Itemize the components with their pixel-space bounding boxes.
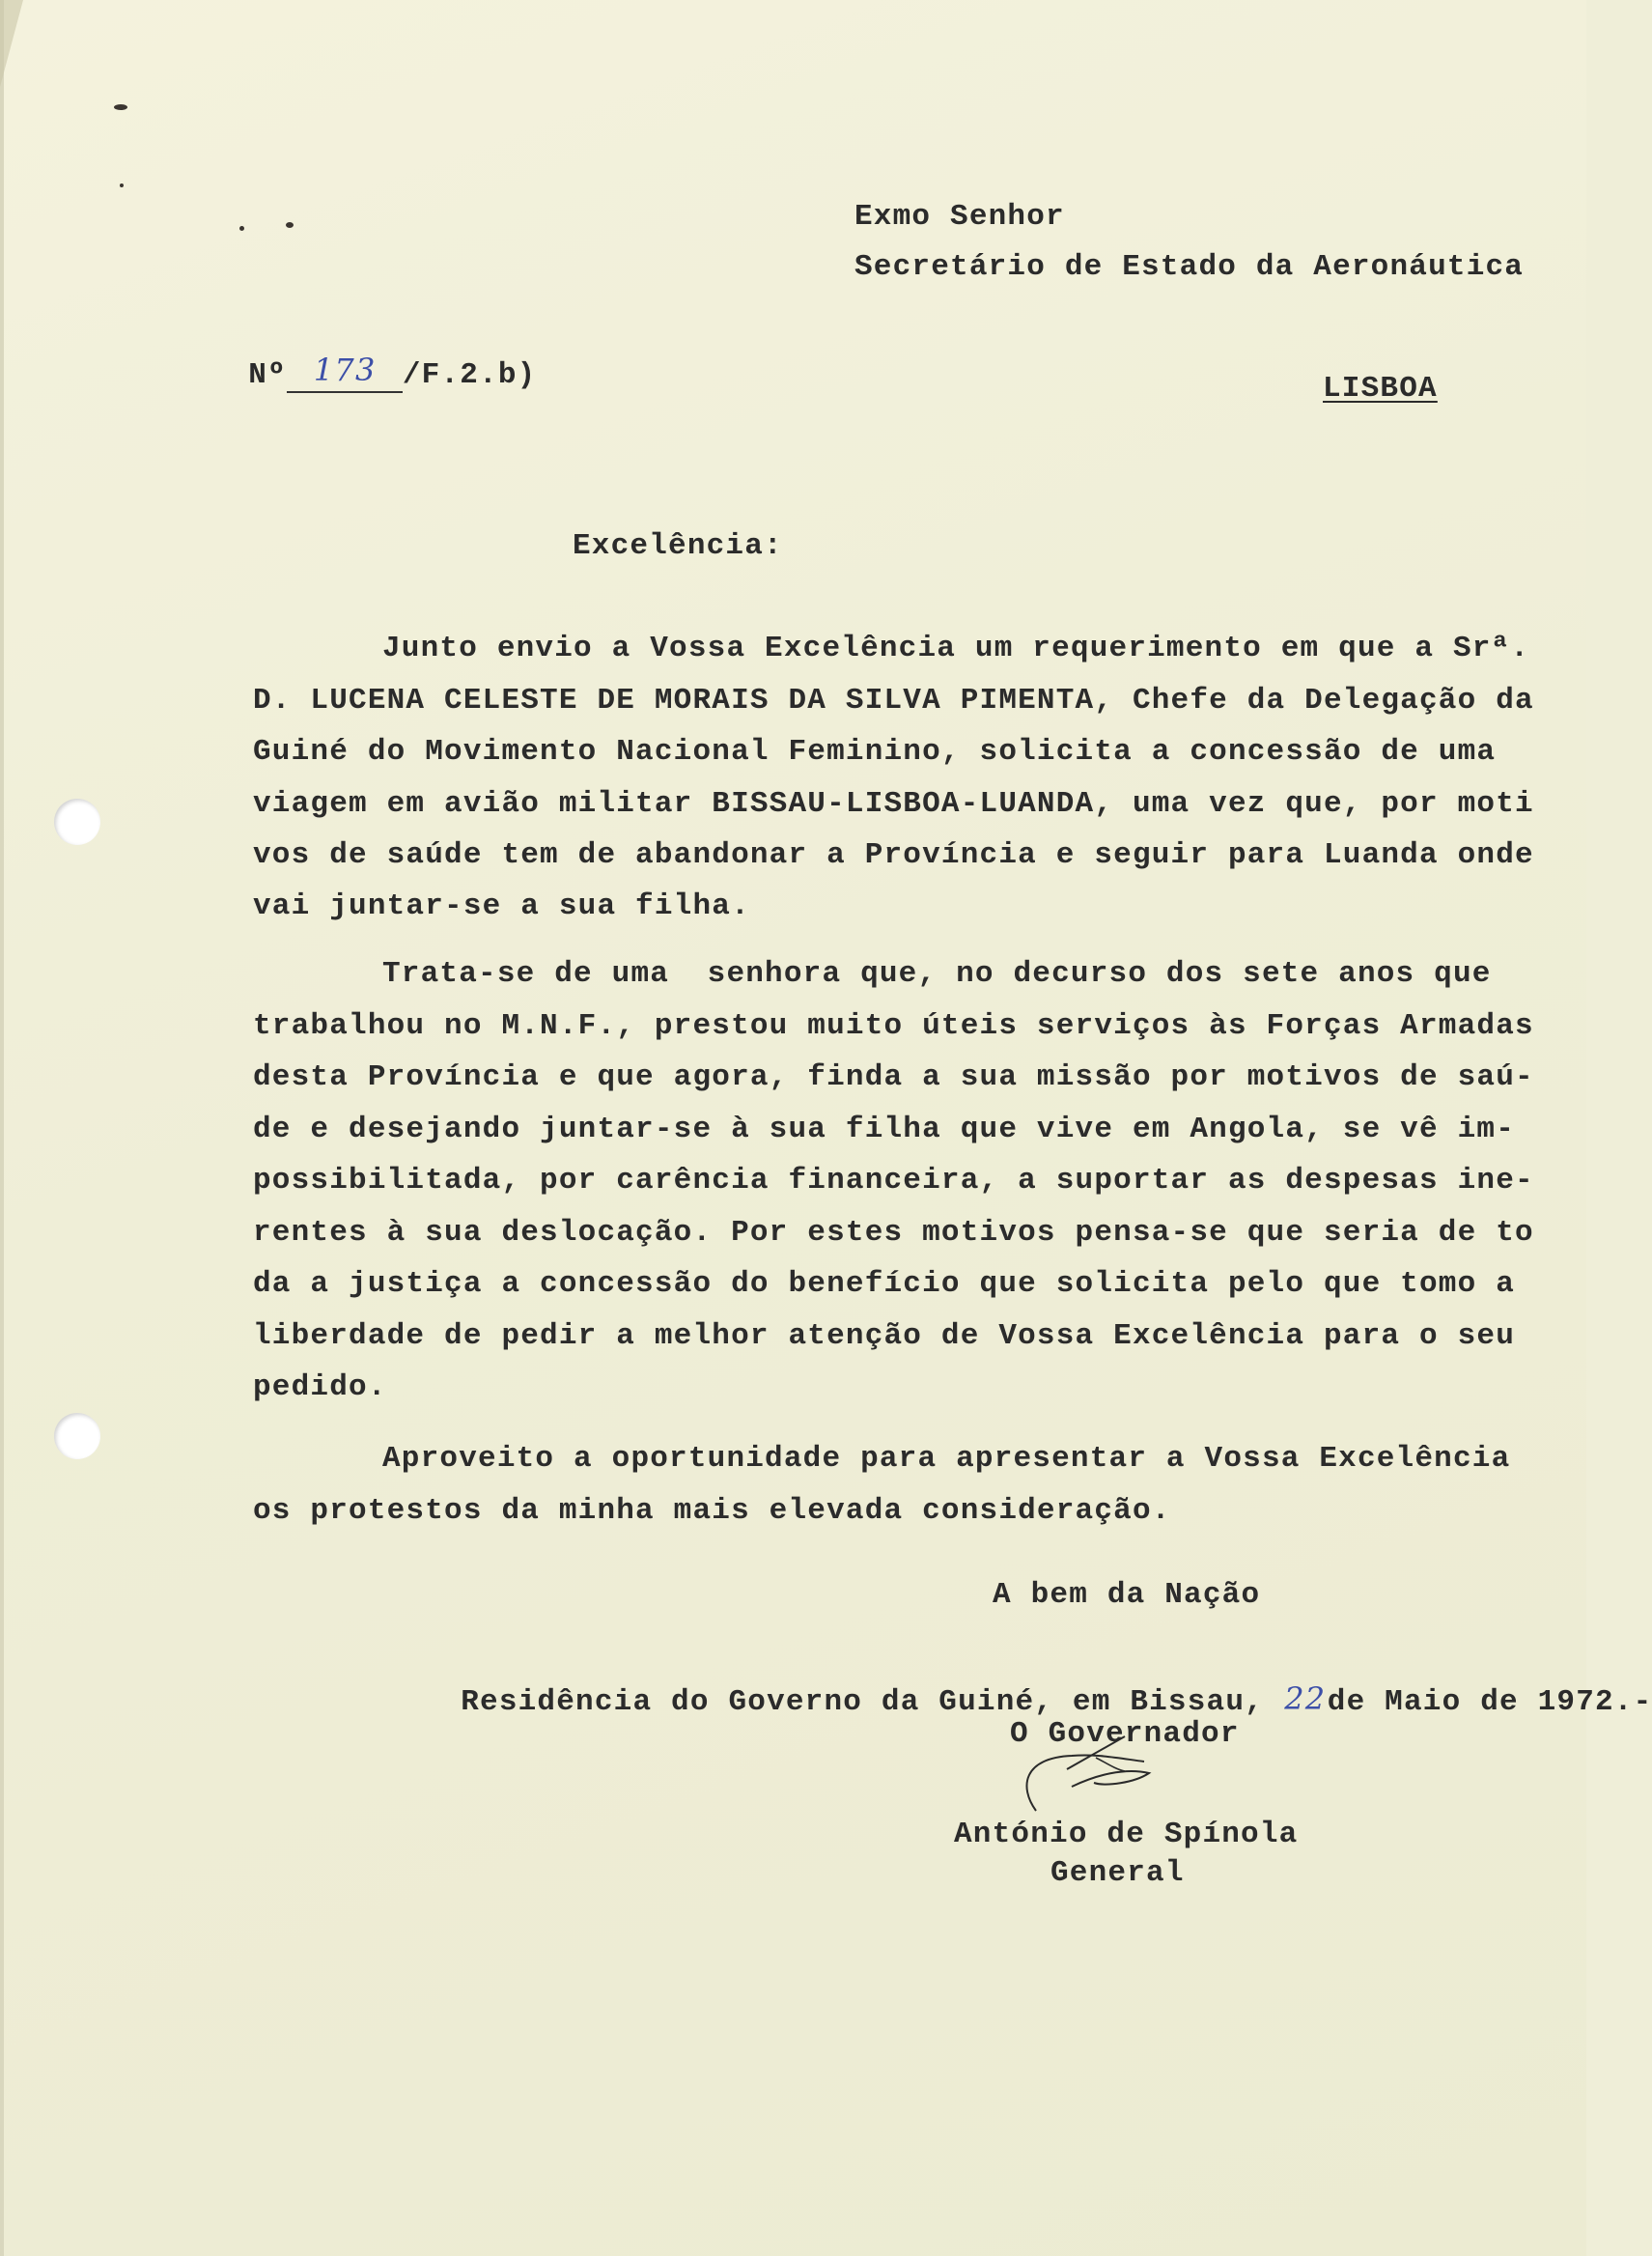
signatory-name: António de Spínola (954, 1818, 1299, 1851)
reference-number (172, 324, 536, 428)
body-line: Aproveito a oportunidade para apresentar a Vossa Excelência (382, 1442, 1511, 1476)
body-line: vai juntar-se a sua filha. (253, 889, 750, 923)
punch-hole-lower (54, 1413, 100, 1459)
reference-prefix: Nº (248, 358, 287, 392)
signatory-rank: General (1050, 1856, 1185, 1890)
body-line: possibilitada, por carência financeira, a suportar as despesas ine- (253, 1164, 1534, 1198)
closing-handwritten-day: 22 (1284, 1680, 1327, 1717)
closing-office: O Governador (1010, 1717, 1240, 1751)
body-line: pedido. (253, 1370, 387, 1404)
closing-place: Residência do Governo da Guiné, em Bissau, (461, 1685, 1264, 1719)
paper-edge (0, 0, 4, 2256)
body-line: Guiné do Movimento Nacional Feminino, solicita a concessão de uma (253, 735, 1497, 769)
ink-speck (239, 226, 244, 231)
body-line: da a justiça a concessão do benefício que solicita pelo que tomo a (253, 1267, 1515, 1301)
body-line: os protestos da minha mais elevada consideração. (253, 1494, 1171, 1528)
closing-date-suffix: de Maio de 1972.- (1327, 1685, 1652, 1719)
punch-hole-upper (54, 799, 100, 845)
reference-handwritten-number: 173 (313, 352, 377, 388)
recipient-salutation: Exmo Senhor (854, 200, 1065, 234)
closing-motto: A bem da Nação (993, 1578, 1261, 1612)
body-line: desta Província e que agora, finda a sua missão por motivos de saú- (253, 1060, 1534, 1094)
greeting: Excelência: (573, 529, 783, 563)
body-line: Trata-se de uma senhora que, no decurso dos sete anos que (382, 957, 1492, 991)
body-line: liberdade de pedir a melhor atenção de Vossa Excelência para o seu (253, 1319, 1515, 1353)
body-line: D. LUCENA CELESTE DE MORAIS DA SILVA PIMENTA, Chefe da Delegação da (253, 684, 1534, 718)
body-line: rentes à sua deslocação. Por estes motivos pensa-se que seria de to (253, 1216, 1534, 1250)
body-line: viagem em avião militar BISSAU-LISBOA-LUANDA, uma vez que, por moti (253, 787, 1534, 821)
body-line: trabalhou no M.N.F., prestou muito úteis serviços às Forças Armadas (253, 1009, 1534, 1043)
recipient-title: Secretário de Estado da Aeronáutica (854, 250, 1525, 284)
reference-number-blank (287, 352, 403, 393)
ink-speck (286, 222, 294, 228)
reference-suffix: /F.2.b) (402, 358, 537, 392)
body-line: Junto envio a Vossa Excelência um requerimento em que a Srª. (382, 632, 1530, 665)
ink-speck (114, 104, 127, 110)
signature (980, 1719, 1183, 1825)
body-line: vos de saúde tem de abandonar a Província e seguir para Luanda onde (253, 838, 1534, 872)
ink-speck (120, 183, 124, 187)
body-line: de e desejando juntar-se à sua filha que vive em Angola, se vê im- (253, 1113, 1515, 1146)
recipient-city: LISBOA (1323, 372, 1438, 406)
paper-corner-fold (0, 0, 23, 87)
